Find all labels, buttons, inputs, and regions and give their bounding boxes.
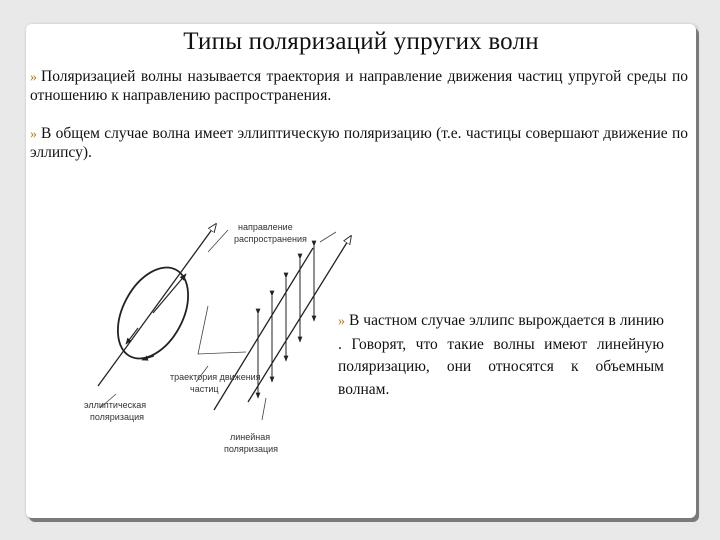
bullet-icon: » — [30, 127, 37, 142]
polarization-diagram — [58, 186, 358, 466]
label-direction-1: направление — [238, 222, 293, 232]
paragraph-linear-text: В частном случае эллипс вырождается в линию . Говорят, что такие волны имеют линейную поляризацию, они относятся к объемным волнам. — [338, 312, 664, 398]
bullet-icon: » — [30, 70, 37, 85]
slide — [26, 24, 696, 518]
label-elliptical-1: эллиптическая — [84, 400, 147, 410]
elliptical-polarization-figure — [98, 224, 216, 386]
label-elliptical-2: поляризация — [90, 412, 145, 422]
label-linear-2: поляризация — [224, 444, 279, 454]
label-direction-2: распространения — [234, 234, 307, 244]
paragraph-elliptical — [30, 125, 688, 162]
linear-polarization-figure — [214, 236, 351, 410]
slide-title: Типы поляризаций упругих волн — [183, 28, 539, 55]
paragraph-elliptical-text: В общем случае волна имеет эллиптическую поляризацию (т.е. частицы совершают движение по эллипсу). — [30, 125, 688, 161]
paragraph-definition-text: Поляризацией волны называется траектория и направление движения частиц упругой среды по отношению к направлению распространения. — [30, 68, 688, 104]
bullet-icon: » — [338, 314, 345, 329]
label-linear-1: линейная — [230, 432, 271, 442]
paragraph-definition — [30, 68, 688, 105]
label-trajectory-1: траектория движения — [170, 372, 261, 382]
label-trajectory-2: частиц — [190, 384, 219, 394]
paragraph-linear — [338, 310, 664, 401]
